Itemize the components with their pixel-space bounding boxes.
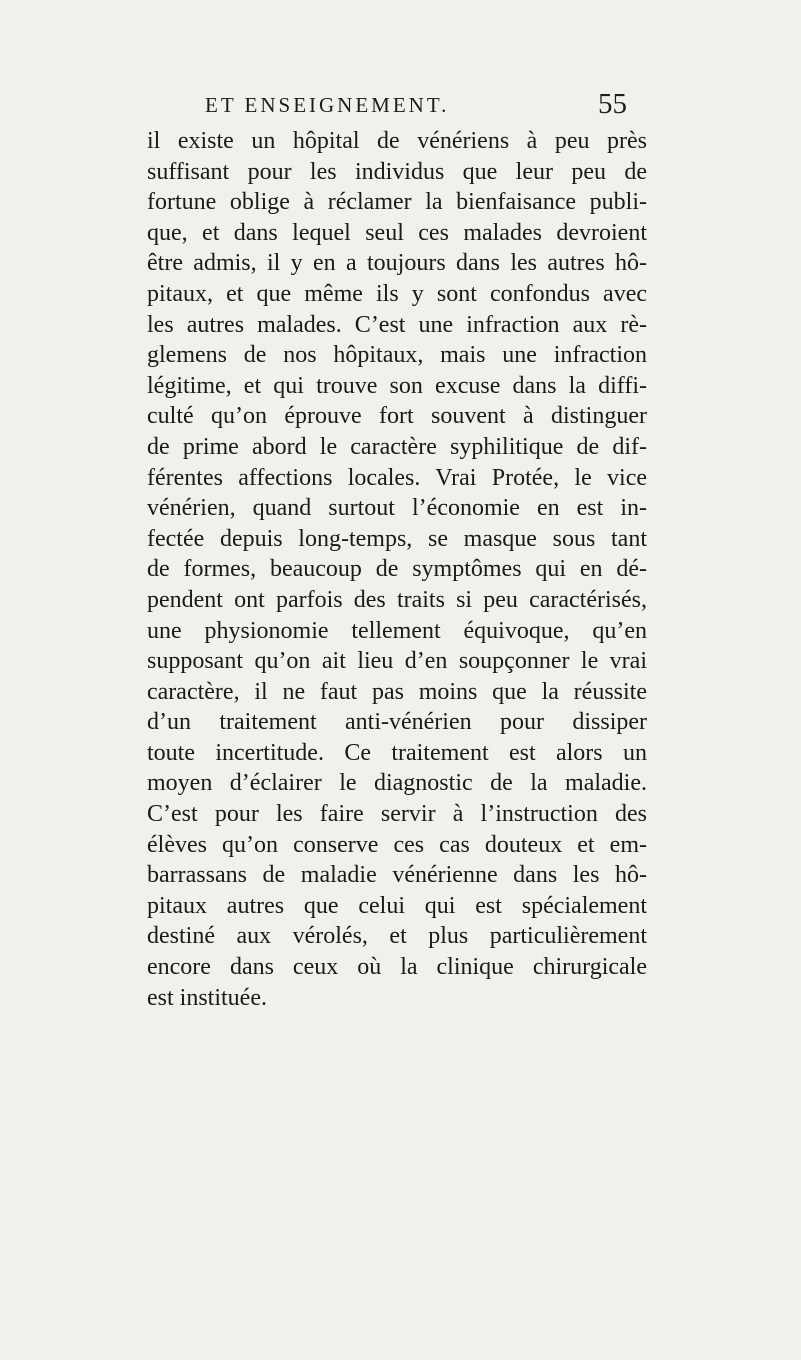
text-line: pitaux, et que même ils y sont confondus avec — [147, 280, 647, 307]
body-text — [147, 126, 647, 1013]
text-line: de prime abord le caractère syphilitique de dif- — [147, 433, 647, 460]
text-line: supposant qu’on ait lieu d’en soupçonner le vrai — [147, 648, 647, 675]
text-line: pendent ont parfois des traits si peu caractérisés, — [147, 586, 647, 613]
text-line: il existe un hôpital de vénériens à peu près — [147, 128, 647, 154]
text-line: fectée depuis long-temps, se masque sous tant — [147, 525, 647, 552]
text-line: fortune oblige à réclamer la bienfaisance publi- — [147, 189, 647, 216]
text-line: suffisant pour les individus que leur peu de — [147, 158, 647, 185]
running-header: ET ENSEIGNEMENT. — [205, 93, 450, 117]
text-line: légitime, et qui trouve son excuse dans la diffi- — [147, 372, 647, 399]
text-line: être admis, il y en a toujours dans les autres hô- — [147, 250, 647, 277]
text-line: de formes, beaucoup de symptômes qui en dé- — [147, 556, 647, 583]
text-line: moyen d’éclairer le diagnostic de la maladie. — [147, 770, 647, 797]
text-line: culté qu’on éprouve fort souvent à distinguer — [147, 403, 647, 430]
text-line: caractère, il ne faut pas moins que la réussite — [147, 678, 647, 705]
text-line: C’est pour les faire servir à l’instruction des — [147, 801, 647, 828]
page-number: 55 — [598, 88, 627, 120]
text-line: destiné aux vérolés, et plus particulièrement — [147, 923, 647, 950]
text-line: pitaux autres que celui qui est spécialement — [147, 892, 647, 919]
text-line: que, et dans lequel seul ces malades devroient — [147, 219, 647, 246]
text-line: les autres malades. C’est une infraction aux rè- — [147, 311, 647, 338]
text-line: vénérien, quand surtout l’économie en est in- — [147, 495, 647, 522]
text-line: une physionomie tellement équivoque, qu’en — [147, 617, 647, 644]
text-line: encore dans ceux où la clinique chirurgicale — [147, 954, 647, 981]
text-line: barrassans de maladie vénérienne dans les hô- — [147, 862, 647, 889]
text-line: glemens de nos hôpitaux, mais une infraction — [147, 342, 647, 369]
text-line: toute incertitude. Ce traitement est alors un — [147, 739, 647, 766]
text-line: d’un traitement anti-vénérien pour dissiper — [147, 709, 647, 736]
text-line: férentes affections locales. Vrai Protée, le vice — [147, 464, 647, 491]
text-line: est instituée. — [147, 984, 267, 1011]
text-line: élèves qu’on conserve ces cas douteux et em- — [147, 831, 647, 858]
